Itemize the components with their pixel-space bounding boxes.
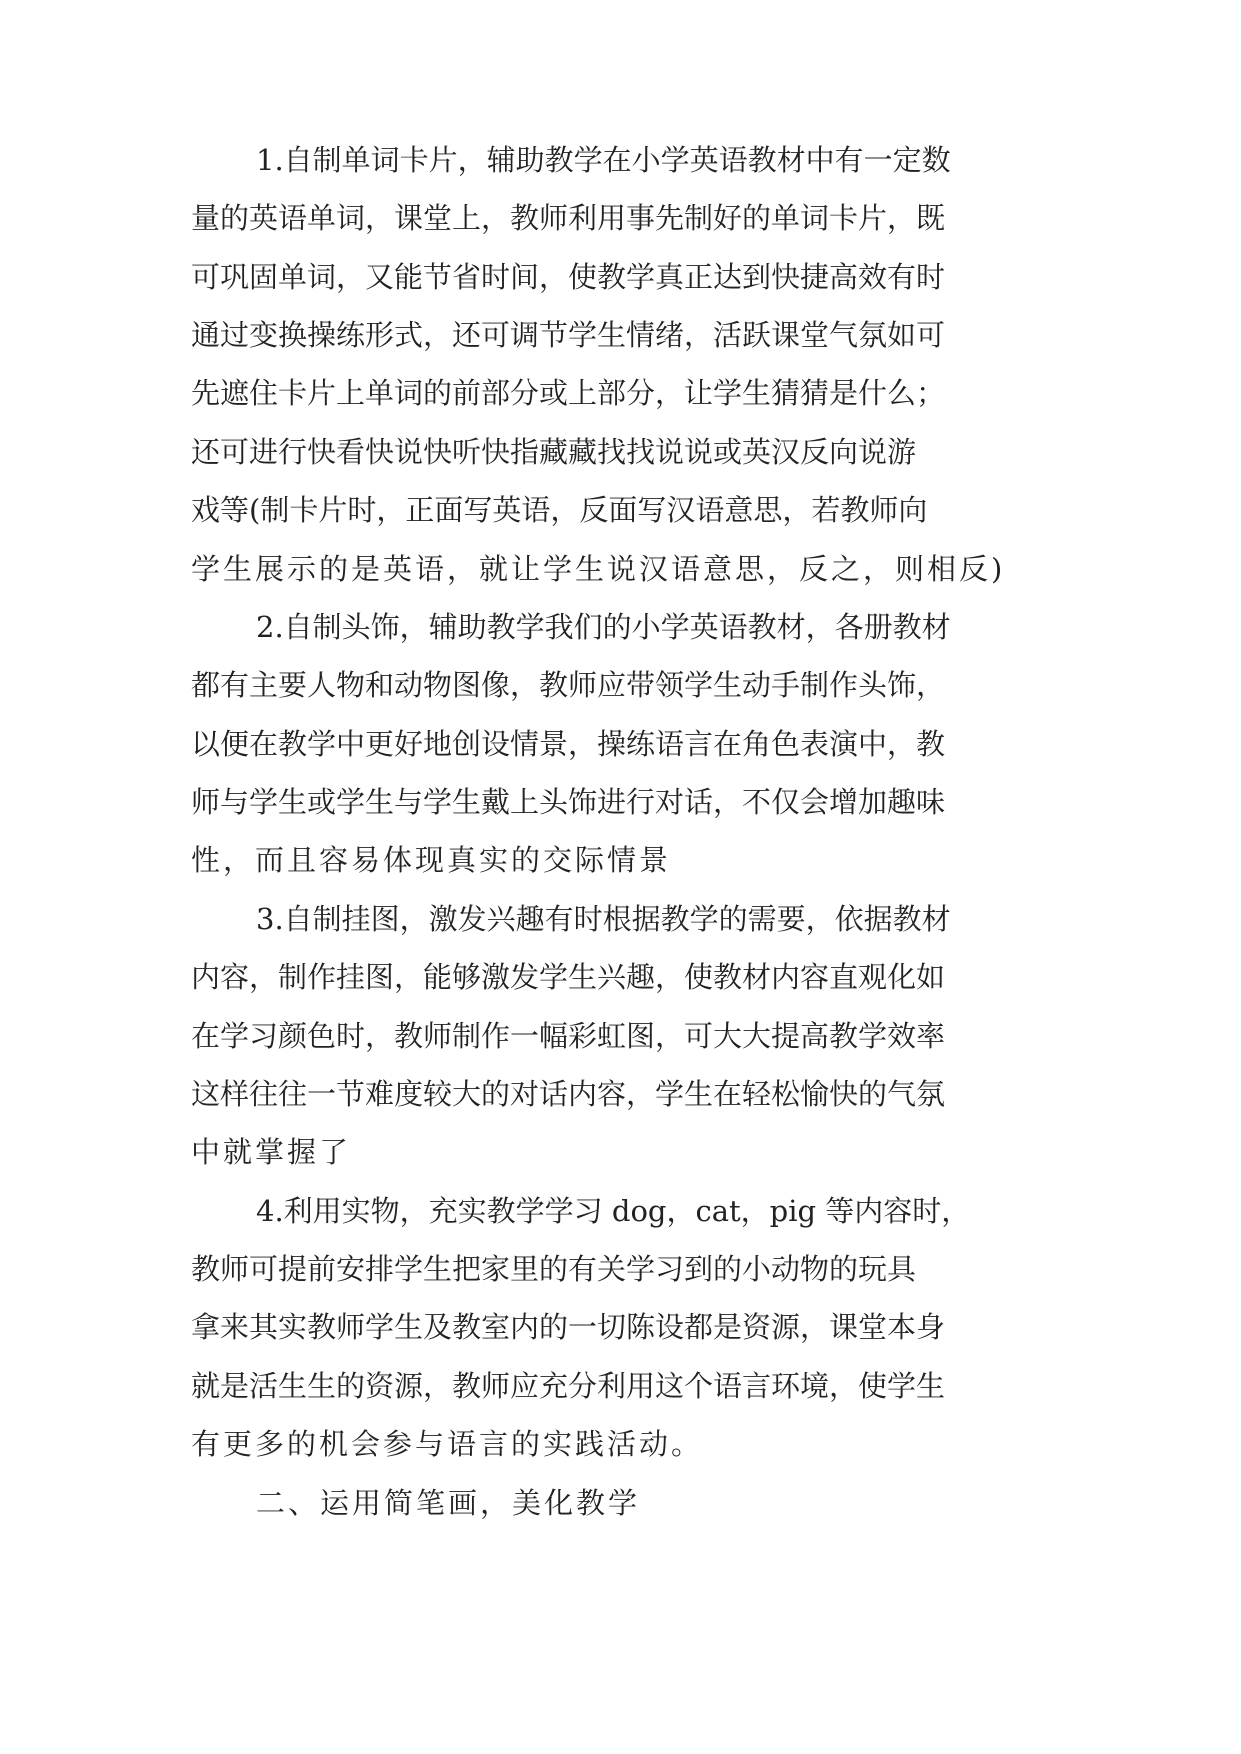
paragraph-line — [0, 1357, 1241, 1415]
paragraph-line — [0, 1415, 1241, 1473]
paragraph-line — [0, 306, 1241, 364]
line-text: 二、运用简笔画，美化教学 — [256, 1486, 641, 1520]
line-text: 这样往往一节难度较大的对话内容，学生在轻松愉快的气氛 — [191, 1077, 946, 1111]
paragraph-line — [0, 656, 1241, 714]
paragraph-line — [0, 715, 1241, 773]
paragraph-line — [0, 1298, 1241, 1356]
line-text: 性，而且容易体现真实的交际情景 — [191, 843, 672, 877]
paragraph-line — [0, 423, 1241, 481]
line-text: 有更多的机会参与语言的实践活动。 — [191, 1427, 704, 1461]
paragraph-line — [0, 189, 1241, 247]
line-text: 戏等(制卡片时，正面写英语，反面写汉语意思，若教师向 — [191, 493, 928, 527]
line-text: 中就掌握了 — [191, 1135, 352, 1169]
paragraph-line — [0, 1065, 1241, 1123]
paragraph-line — [0, 1182, 1241, 1240]
line-text: 通过变换操练形式，还可调节学生情绪，活跃课堂气氛如可 — [191, 318, 946, 352]
line-text: 内容，制作挂图，能够激发学生兴趣，使教材内容直观化如 — [191, 960, 946, 994]
line-text: 量的英语单词，课堂上，教师利用事先制好的单词卡片，既 — [191, 201, 946, 235]
line-text: 2.自制头饰，辅助教学我们的小学英语教材，各册教材 — [256, 610, 951, 644]
paragraph-line — [0, 248, 1241, 306]
line-text: 先遮住卡片上单词的前部分或上部分，让学生猜猜是什么； — [191, 376, 946, 410]
paragraph-line — [0, 481, 1241, 539]
line-text: 还可进行快看快说快听快指藏藏找找说说或英汉反向说游 — [191, 435, 917, 469]
line-text: 师与学生或学生与学生戴上头饰进行对话，不仅会增加趣味 — [191, 785, 946, 819]
line-text: 3.自制挂图，激发兴趣有时根据教学的需要，依据教材 — [256, 902, 951, 936]
line-text: 以便在教学中更好地创设情景，操练语言在角色表演中，教 — [191, 727, 946, 761]
paragraph-line — [0, 131, 1241, 189]
paragraph-line — [0, 1474, 1241, 1532]
paragraph-line — [0, 890, 1241, 948]
line-text: 拿来其实教师学生及教室内的一切陈设都是资源，课堂本身 — [191, 1310, 946, 1344]
line-text: 教师可提前安排学生把家里的有关学习到的小动物的玩具 — [191, 1252, 917, 1286]
paragraph-line — [0, 364, 1241, 422]
paragraph-line — [0, 1240, 1241, 1298]
line-text: 在学习颜色时，教师制作一幅彩虹图，可大大提高教学效率 — [191, 1019, 946, 1053]
line-text: 可巩固单词，又能节省时间，使教学真正达到快捷高效有时 — [191, 260, 946, 294]
line-text: 4.利用实物，充实教学学习 dog，cat，pig 等内容时， — [256, 1194, 971, 1228]
line-text: 1.自制单词卡片，辅助教学在小学英语教材中有一定数 — [256, 143, 951, 177]
paragraph-line — [0, 1007, 1241, 1065]
line-text: 学生展示的是英语，就让学生说汉语意思，反之，则相反) — [191, 552, 1006, 586]
line-text: 就是活生生的资源，教师应充分利用这个语言环境，使学生 — [191, 1369, 946, 1403]
paragraph-line — [0, 1123, 1241, 1181]
paragraph-line — [0, 948, 1241, 1006]
paragraph-line — [0, 598, 1241, 656]
paragraph-line — [0, 773, 1241, 831]
paragraph-line — [0, 831, 1241, 889]
paragraph-line — [0, 540, 1241, 598]
line-text: 都有主要人物和动物图像，教师应带领学生动手制作头饰， — [191, 668, 946, 702]
